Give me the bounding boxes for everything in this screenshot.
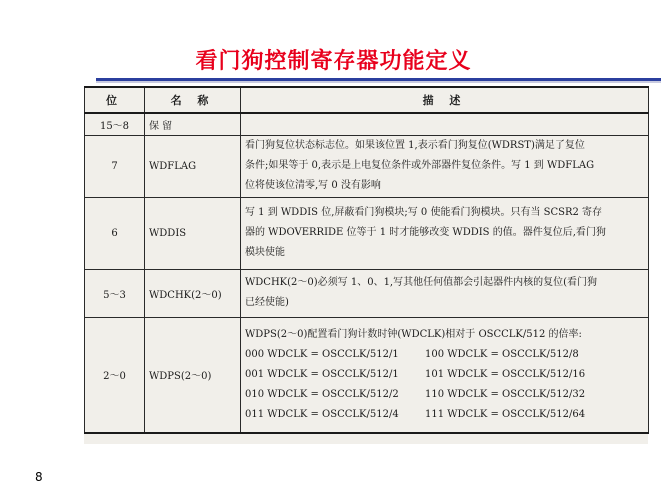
row-name: WDDIS: [145, 197, 241, 269]
row-name: WDCHK(2～0): [145, 269, 241, 317]
table-row: [85, 197, 649, 269]
row-name: 保 留: [145, 113, 241, 135]
table-row: [85, 113, 649, 135]
header-bit: 位: [85, 87, 145, 113]
slide-title: 看门狗控制寄存器功能定义: [195, 49, 472, 74]
prescale-option: 010 WDCLK = OSCCLK/512/2: [245, 388, 399, 400]
row-description: [241, 269, 649, 317]
header-name: 名 称: [145, 87, 241, 113]
row-description: [241, 113, 649, 135]
header-description: 描 述: [241, 87, 649, 113]
prescale-row: [245, 345, 644, 365]
watchdog-register-table: [84, 86, 649, 434]
table-row: [85, 269, 649, 317]
title-underline-shadow: [96, 81, 661, 83]
page-number: 8: [35, 470, 43, 484]
prescale-option: 011 WDCLK = OSCCLK/512/4: [245, 408, 399, 420]
prescale-row: [245, 365, 644, 385]
description-line: 已经使能): [245, 297, 289, 308]
description-line: WDCHK(2～0)必须写 1、0、1,写其他任何值都会引起器件内核的复位(看门狗: [245, 277, 598, 288]
description-line: 模块使能: [245, 247, 285, 258]
prescale-option: 000 WDCLK = OSCCLK/512/1: [245, 348, 399, 360]
table-header-row: [85, 87, 649, 113]
prescale-option: 111 WDCLK = OSCCLK/512/64: [425, 408, 586, 420]
row-description: [241, 317, 649, 433]
description-line: WDPS(2～0)配置看门狗计数时钟(WDCLK)相对于 OSCCLK/512 的倍率:: [245, 328, 582, 340]
prescale-option: 100 WDCLK = OSCCLK/512/8: [425, 348, 579, 360]
prescale-option: 101 WDCLK = OSCCLK/512/16: [425, 368, 586, 380]
description-line: 条件;如果等于 0,表示是上电复位条件或外部器件复位条件。写 1 到 WDFLAG: [245, 160, 595, 171]
row-bit: 2～0: [85, 317, 145, 433]
table-row: [85, 317, 649, 433]
row-description: [241, 197, 649, 269]
table-row: [85, 135, 649, 197]
description-line: 器的 WDOVERRIDE 位等于 1 时才能够改变 WDDIS 的值。器件复位后,看门狗: [245, 227, 606, 238]
row-description: [241, 135, 649, 197]
row-name: WDFLAG: [145, 135, 241, 197]
row-bit: 15～8: [85, 113, 145, 135]
row-bit: 5～3: [85, 269, 145, 317]
description-line: 位将使该位清零,写 0 没有影响: [245, 180, 381, 191]
row-name: WDPS(2～0): [145, 317, 241, 433]
prescale-row: [245, 405, 644, 425]
row-bit: 7: [85, 135, 145, 197]
description-line: 写 1 到 WDDIS 位,屏蔽看门狗模块;写 0 使能看门狗模块。只有当 SCSR2 寄存: [245, 207, 603, 218]
description-line: 看门狗复位状态标志位。如果该位置 1,表示看门狗复位(WDRST)满足了复位: [245, 140, 585, 151]
prescale-option: 110 WDCLK = OSCCLK/512/32: [425, 388, 586, 400]
row-bit: 6: [85, 197, 145, 269]
prescale-row: [245, 385, 644, 405]
prescale-option: 001 WDCLK = OSCCLK/512/1: [245, 368, 399, 380]
